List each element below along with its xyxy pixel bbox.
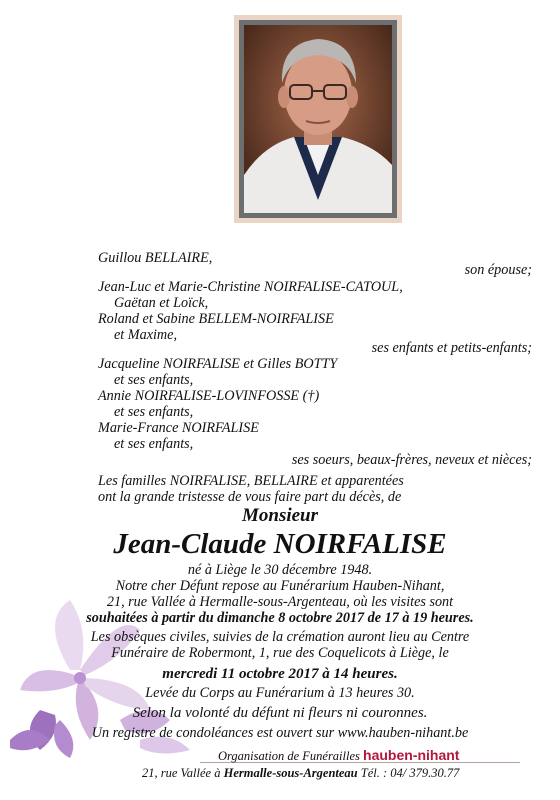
- family-line-16: ont la grande tristesse de vous faire part du décès, de: [98, 489, 402, 505]
- family-line-11: et ses enfants,: [114, 404, 194, 420]
- family-line-4: Gaëtan et Loïck,: [114, 295, 209, 311]
- family-line-15: Les familles NOIRFALISE, BELLAIRE et apparentées: [98, 473, 404, 489]
- family-line-6: et Maxime,: [114, 327, 178, 343]
- family-line-14: ses soeurs, beaux-frères, neveux et nièces;: [291, 452, 532, 468]
- family-line-10: Annie NOIRFALISE-LOVINFOSSE (†): [98, 388, 320, 404]
- family-line-1: Guillou BELLAIRE,: [98, 250, 213, 266]
- address-prefix: 21, rue Vallée à: [142, 766, 221, 780]
- family-line-13: et ses enfants,: [114, 436, 194, 452]
- detail-line-2: 21, rue Vallée à Hermalle-sous-Argenteau, où les visites sont: [106, 594, 454, 610]
- organizer-prefix: Organisation de Funérailles: [218, 749, 360, 763]
- portrait-photo: [244, 25, 392, 213]
- detail-line-6: mercredi 11 octobre 2017 à 14 heures.: [162, 666, 398, 682]
- detail-line-4: Les obsèques civiles, suivies de la crémation auront lieu au Centre: [90, 629, 470, 645]
- detail-line-1: Notre cher Défunt repose au Funérarium Hauben-Nihant,: [115, 578, 445, 594]
- family-line-3: Jean-Luc et Marie-Christine NOIRFALISE-CATOUL,: [98, 279, 403, 295]
- family-line-2: son épouse;: [464, 262, 532, 278]
- family-line-8: Jacqueline NOIRFALISE et Gilles BOTTY: [98, 356, 338, 372]
- family-line-5: Roland et Sabine BELLEM-NOIRFALISE: [98, 311, 334, 327]
- detail-line-9: [0, 725, 560, 741]
- deceased-name: Jean-Claude NOIRFALISE: [113, 528, 447, 560]
- brand-logo-text: hauben-nihant: [363, 747, 460, 763]
- address-town: Hermalle-sous-Argenteau: [223, 766, 358, 780]
- family-line-12: Marie-France NOIRFALISE: [98, 420, 259, 436]
- organizer-line: [218, 747, 459, 764]
- condolence-url[interactable]: www.hauben-nihant.be: [337, 725, 469, 741]
- address-line: [142, 766, 459, 781]
- family-line-9: et ses enfants,: [114, 372, 194, 388]
- address-phone: Tél. : 04/ 379.30.77: [360, 766, 460, 780]
- family-line-7: ses enfants et petits-enfants;: [371, 340, 532, 356]
- birth-line: né à Liège le 30 décembre 1948.: [187, 562, 373, 578]
- detail-line-5: Funéraire de Robermont, 1, rue des Coquelicots à Liège, le: [111, 645, 449, 661]
- detail-line-3: souhaitées à partir du dimanche 8 octobre 2017 de 17 à 19 heures.: [86, 610, 474, 626]
- deceased-title: Monsieur: [241, 505, 319, 526]
- detail-line-8: Selon la volonté du défunt ni fleurs ni couronnes.: [132, 705, 428, 721]
- detail-line-7: Levée du Corps au Funérarium à 13 heures 30.: [145, 685, 415, 701]
- condolence-text: Un registre de condoléances est ouvert sur: [91, 725, 335, 741]
